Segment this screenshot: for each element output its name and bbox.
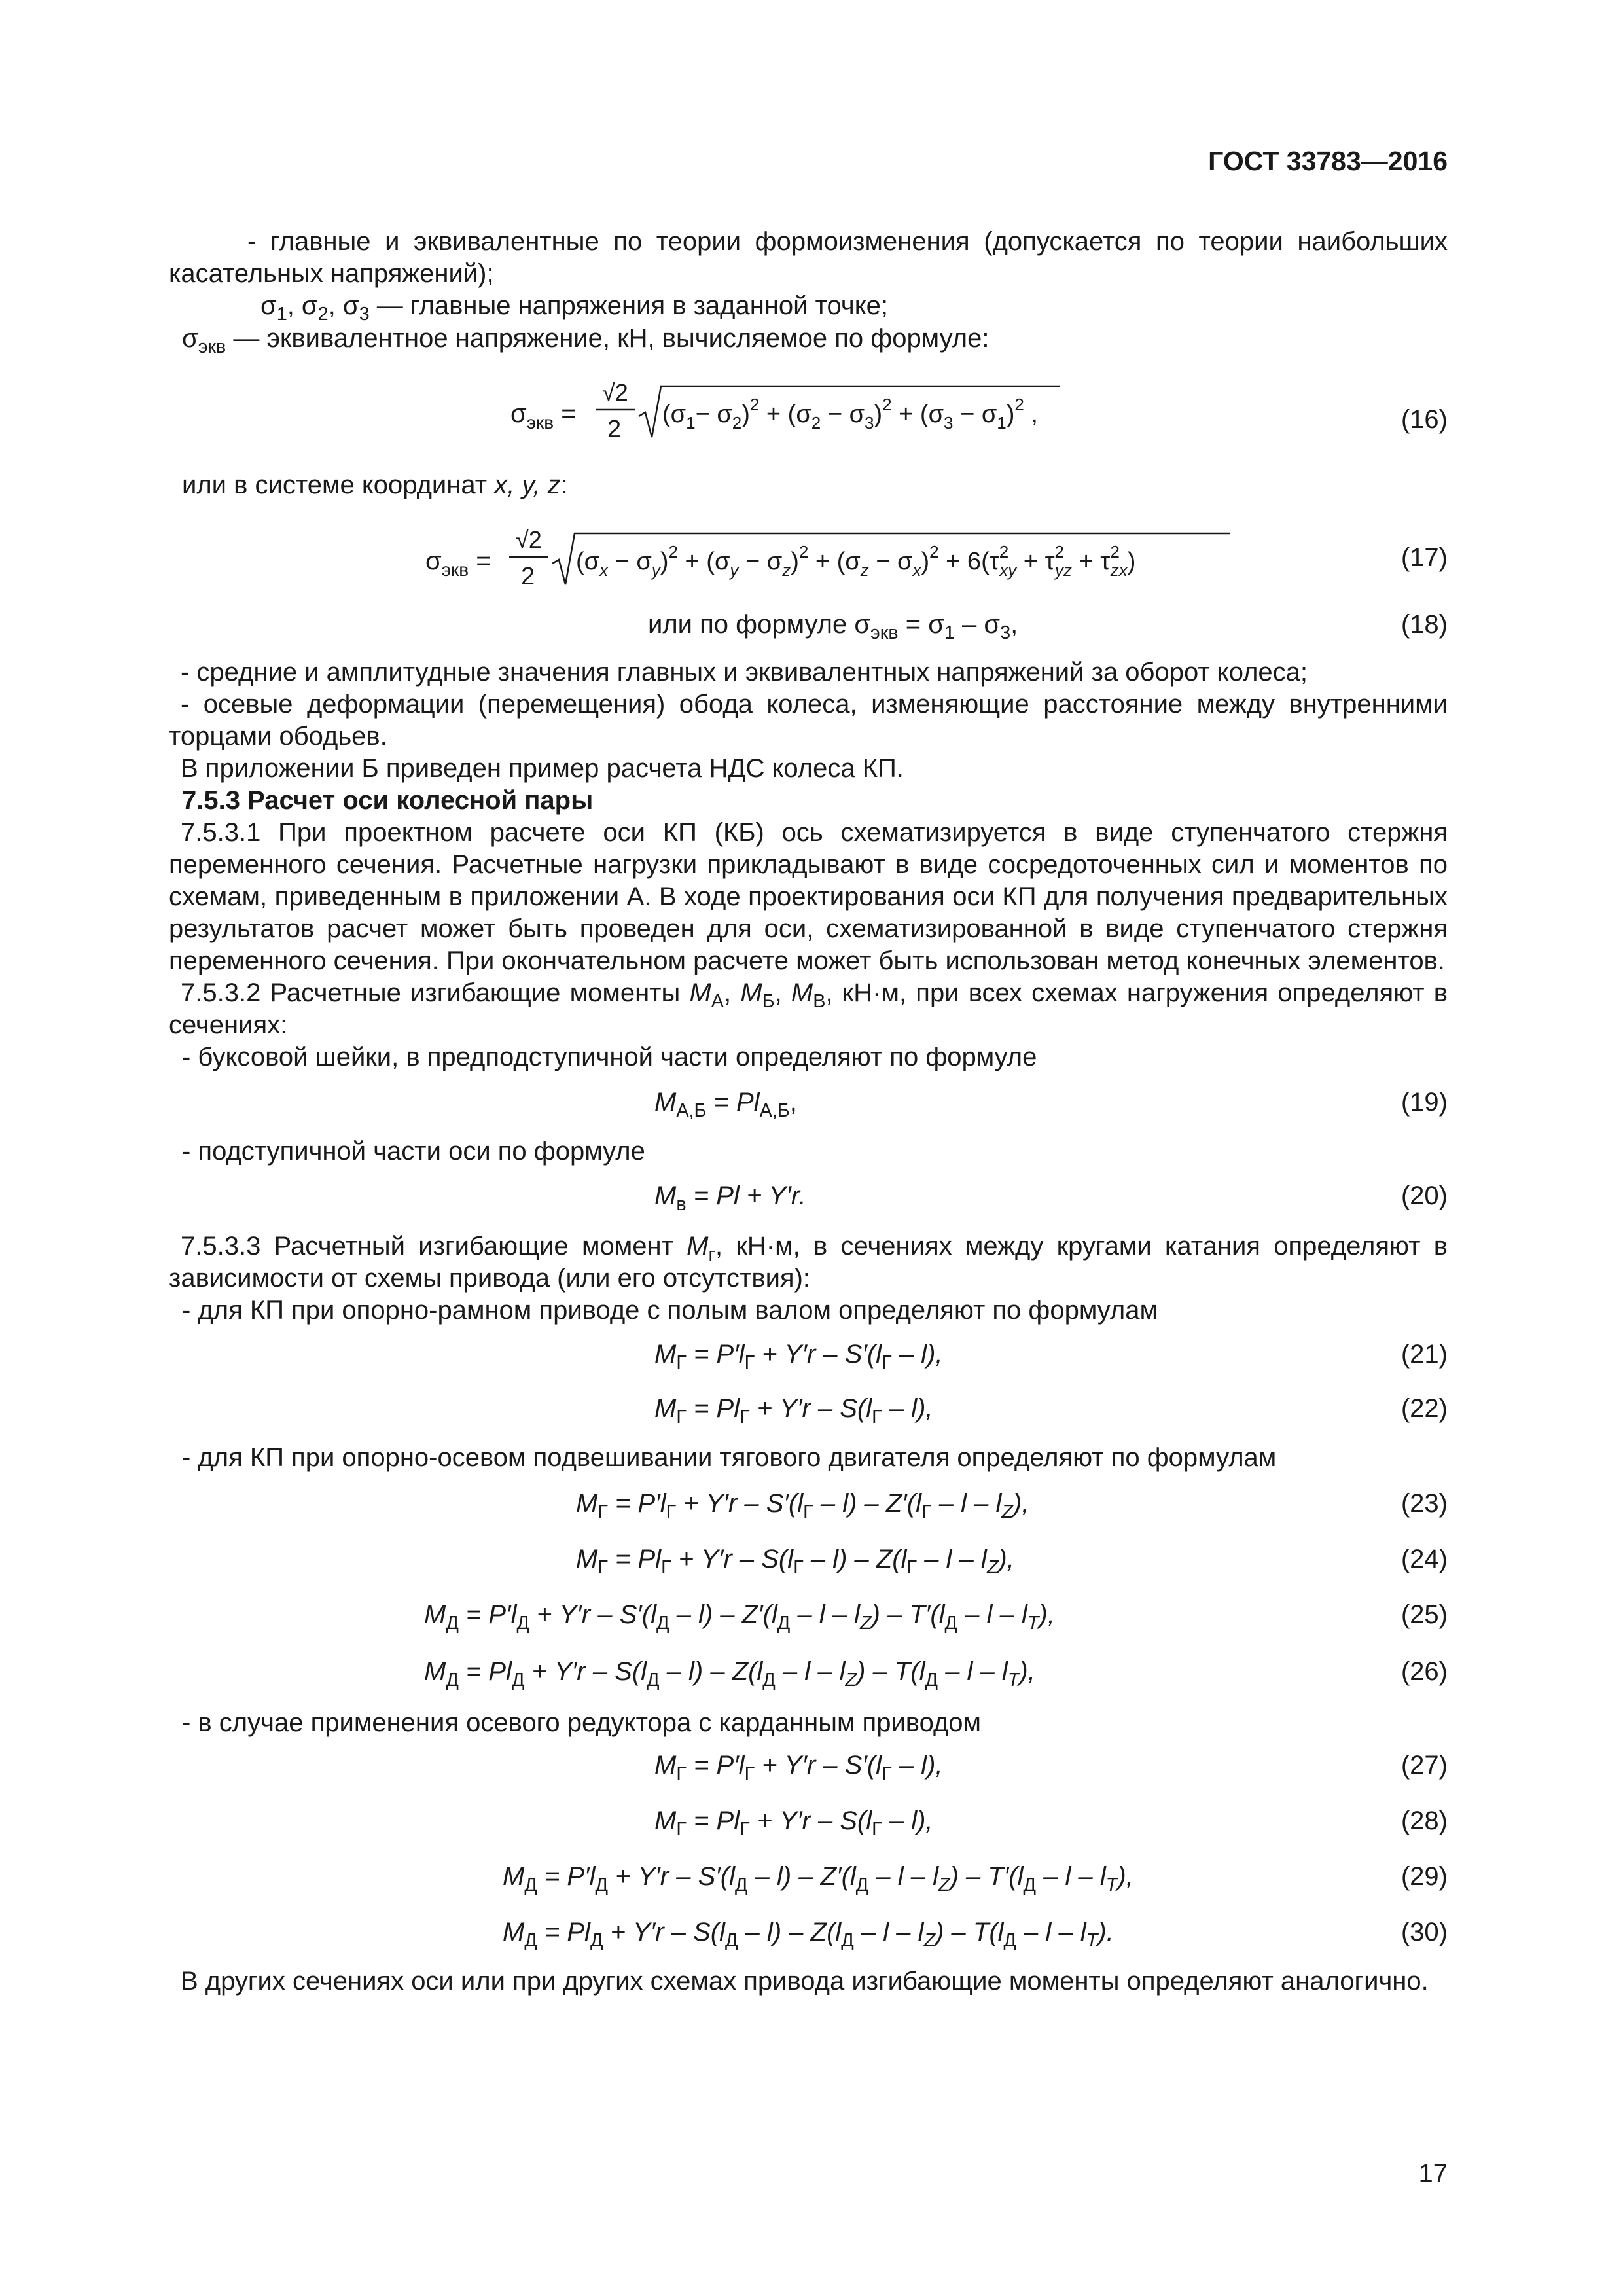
equation-number-30: (30) (1400, 1918, 1448, 1946)
formula-26: $M_Д = Pl_Д + Y'r - S(l_Д - l) - Z(l_Д - l - l_Z) - T(l_Д - l - l_T)$, (424, 1657, 1035, 1691)
paragraph-principal-stresses: - главные и эквивалентные по теории формоизменения (допускается по теории наибольших касательных напряжений); (169, 227, 1448, 288)
svg-text:√2: √2 (516, 526, 542, 553)
paragraph-mean-amplitude: - средние и амплитудные значения главных и эквивалентных напряжений за оборот колеса; (181, 658, 1308, 687)
equation-number-19: (19) (1400, 1088, 1448, 1117)
sigma-ekv-line: $\sigma_{экв}$ — эквивалентное напряжение, кН, вычисляемое по формуле: (182, 324, 990, 358)
formula-29: $M_Д = P'l_Д + Y'r - S'(l_Д - l) - Z'(l_Д - l - l_Z) - T'(l_Д - l - l_T)$, (503, 1862, 1133, 1896)
formula-27: $M_Г = P'l_Г + Y'r - S'(l_Г - l)$, (654, 1751, 943, 1785)
equation-number-17: (17) (1400, 543, 1448, 572)
svg-text:σэкв =: $\sigma_{экв}$ = (425, 547, 491, 580)
equation-number-24: (24) (1400, 1545, 1448, 1573)
formula-22: $M_Г = Pl_Г + Y'r - S(l_Г - l)$, (654, 1394, 933, 1428)
equation-number-21: (21) (1400, 1340, 1448, 1369)
formula-30: $M_Д = Pl_Д + Y'r - S(l_Д - l) - Z(l_Д - l - l_Z) - T(l_Д - l - l_T)$. (503, 1918, 1114, 1952)
formula-20: $M_в = Pl + Y'r$. (654, 1181, 806, 1215)
paragraph-axial-deformations: - осевые деформации (перемещения) обода колеса, изменяющие расстояние между внутренними торцами ободьев. (169, 690, 1448, 751)
formula-18: или по формуле $\sigma_{экв} = \sigma_1 - \sigma_3$, (648, 610, 1018, 644)
paragraph-appendix-b: В приложении Б приведен пример расчета НДС колеса КП. (181, 754, 904, 783)
svg-text:σэкв =: $\sigma_{экв}$ = (510, 399, 577, 433)
document-header: ГОСТ 33783—2016 (1208, 146, 1448, 176)
paragraph-podstup: - подступичной части оси по формуле (182, 1137, 645, 1166)
equation-number-27: (27) (1400, 1751, 1448, 1780)
equation-number-26: (26) (1400, 1657, 1448, 1686)
section-title: 7.5.3 Расчет оси колесной пары (182, 786, 594, 815)
equation-number-28: (28) (1400, 1806, 1448, 1835)
equation-number-25: (25) (1400, 1600, 1448, 1629)
formula-24: $M_Г = Pl_Г + Y'r - S(l_Г - l) - Z(l_Г - l - l_Z)$, (576, 1545, 1014, 1579)
paragraph-7533: 7.5.3.3 Расчетный изгибающие момент $M_г$, кН·м, в сечениях между кругами катания определяют в зависимости от схемы привода (или его отсутствия): (169, 1232, 1448, 1293)
equation-number-22: (22) (1400, 1394, 1448, 1423)
sigma-list-line: $\sigma_1$, $\sigma_2$, $\sigma_3$ — главные напряжения в заданной точке; (260, 291, 889, 325)
formula-21: $M_Г = P'l_Г + Y'r - S'(l_Г - l)$, (654, 1340, 943, 1374)
equation-number-29: (29) (1400, 1862, 1448, 1891)
equation-number-16: (16) (1400, 405, 1448, 434)
paragraph-bukse: - буксовой шейки, в предподступичной части определяют по формуле (182, 1043, 1037, 1071)
svg-text:(σx − σy)2 + (σy − σz)2 + (σz: $(\sigma_x - \sigma_y)^2 + (\sigma_y - \sigma_z)^2 + (\sigma_z - \sigma_x)^2 + 6(\tau^2$ xy + $\tau^2$ yz + $\tau^2$ zx) (576, 542, 1136, 580)
equation-number-23: (23) (1400, 1489, 1448, 1518)
svg-text:2: 2 (521, 563, 535, 590)
formula-28: $M_Г = Pl_Г + Y'r - S(l_Г - l)$, (654, 1806, 933, 1840)
formula-23: $M_Г = P'l_Г + Y'r - S'(l_Г - l) - Z'(l_Г - l - l_Z)$, (576, 1489, 1029, 1523)
equation-number-20: (20) (1400, 1181, 1448, 1210)
paragraph-osevoy: - в случае применения осевого редуктора с карданным приводом (182, 1708, 982, 1737)
paragraph-opor-os: - для КП при опорно-осевом подвешивании тягового двигателя определяют по формулам (182, 1443, 1277, 1472)
page-number: 17 (1418, 2159, 1448, 2188)
coord-system-line: или в системе координат x, y, z: (182, 471, 568, 499)
paragraph-7532: 7.5.3.2 Расчетные изгибающие моменты $M_А$, $M_Б$, $M_В$, кН·м, при всех схемах нагружения определяют в сечениях: (169, 978, 1448, 1039)
svg-text:2: 2 (607, 416, 622, 443)
svg-text:√2: √2 (602, 379, 628, 406)
formula-17 (419, 514, 1270, 592)
formula-16 (497, 367, 1086, 445)
formula-25: $M_Д = P'l_Д + Y'r - S'(l_Д - l) - Z'(l_Д - l - l_Z) - T'(l_Д - l - l_T)$, (424, 1600, 1055, 1634)
equation-number-18: (18) (1400, 610, 1448, 639)
paragraph-opor-ram: - для КП при опорно-рамном приводе с полым валом определяют по формулам (182, 1296, 1158, 1325)
paragraph-closing: В других сечениях оси или при других схемах привода изгибающие моменты определяют аналогично. (181, 1967, 1429, 1996)
paragraph-7531: 7.5.3.1 При проектном расчете оси КП (КБ) ось схематизируется в виде ступенчатого стержня переменного сечения. Расчетные нагрузки прикладывают в виде сосредоточенных сил и моментов по схемам, приведенным в приложении А. В ходе проектирования оси КП для получения предварительных результатов расчет может быть проведен для оси, схематизированной в виде ступенчатого стержня переменного сечения. При окончательном расчете может быть использован метод конечных элементов. (169, 818, 1448, 975)
formula-19: $M_{А,Б} = Pl_{А,Б}$, (654, 1088, 797, 1122)
svg-text:(σ1− σ2)2 + (σ2 − σ3)2 + (σ3 −: $(\sigma_1- \sigma_2)^2 + (\sigma_2 - \sigma_3)^2 + (\sigma_3 - \sigma_1)^2$ , (662, 395, 1038, 433)
